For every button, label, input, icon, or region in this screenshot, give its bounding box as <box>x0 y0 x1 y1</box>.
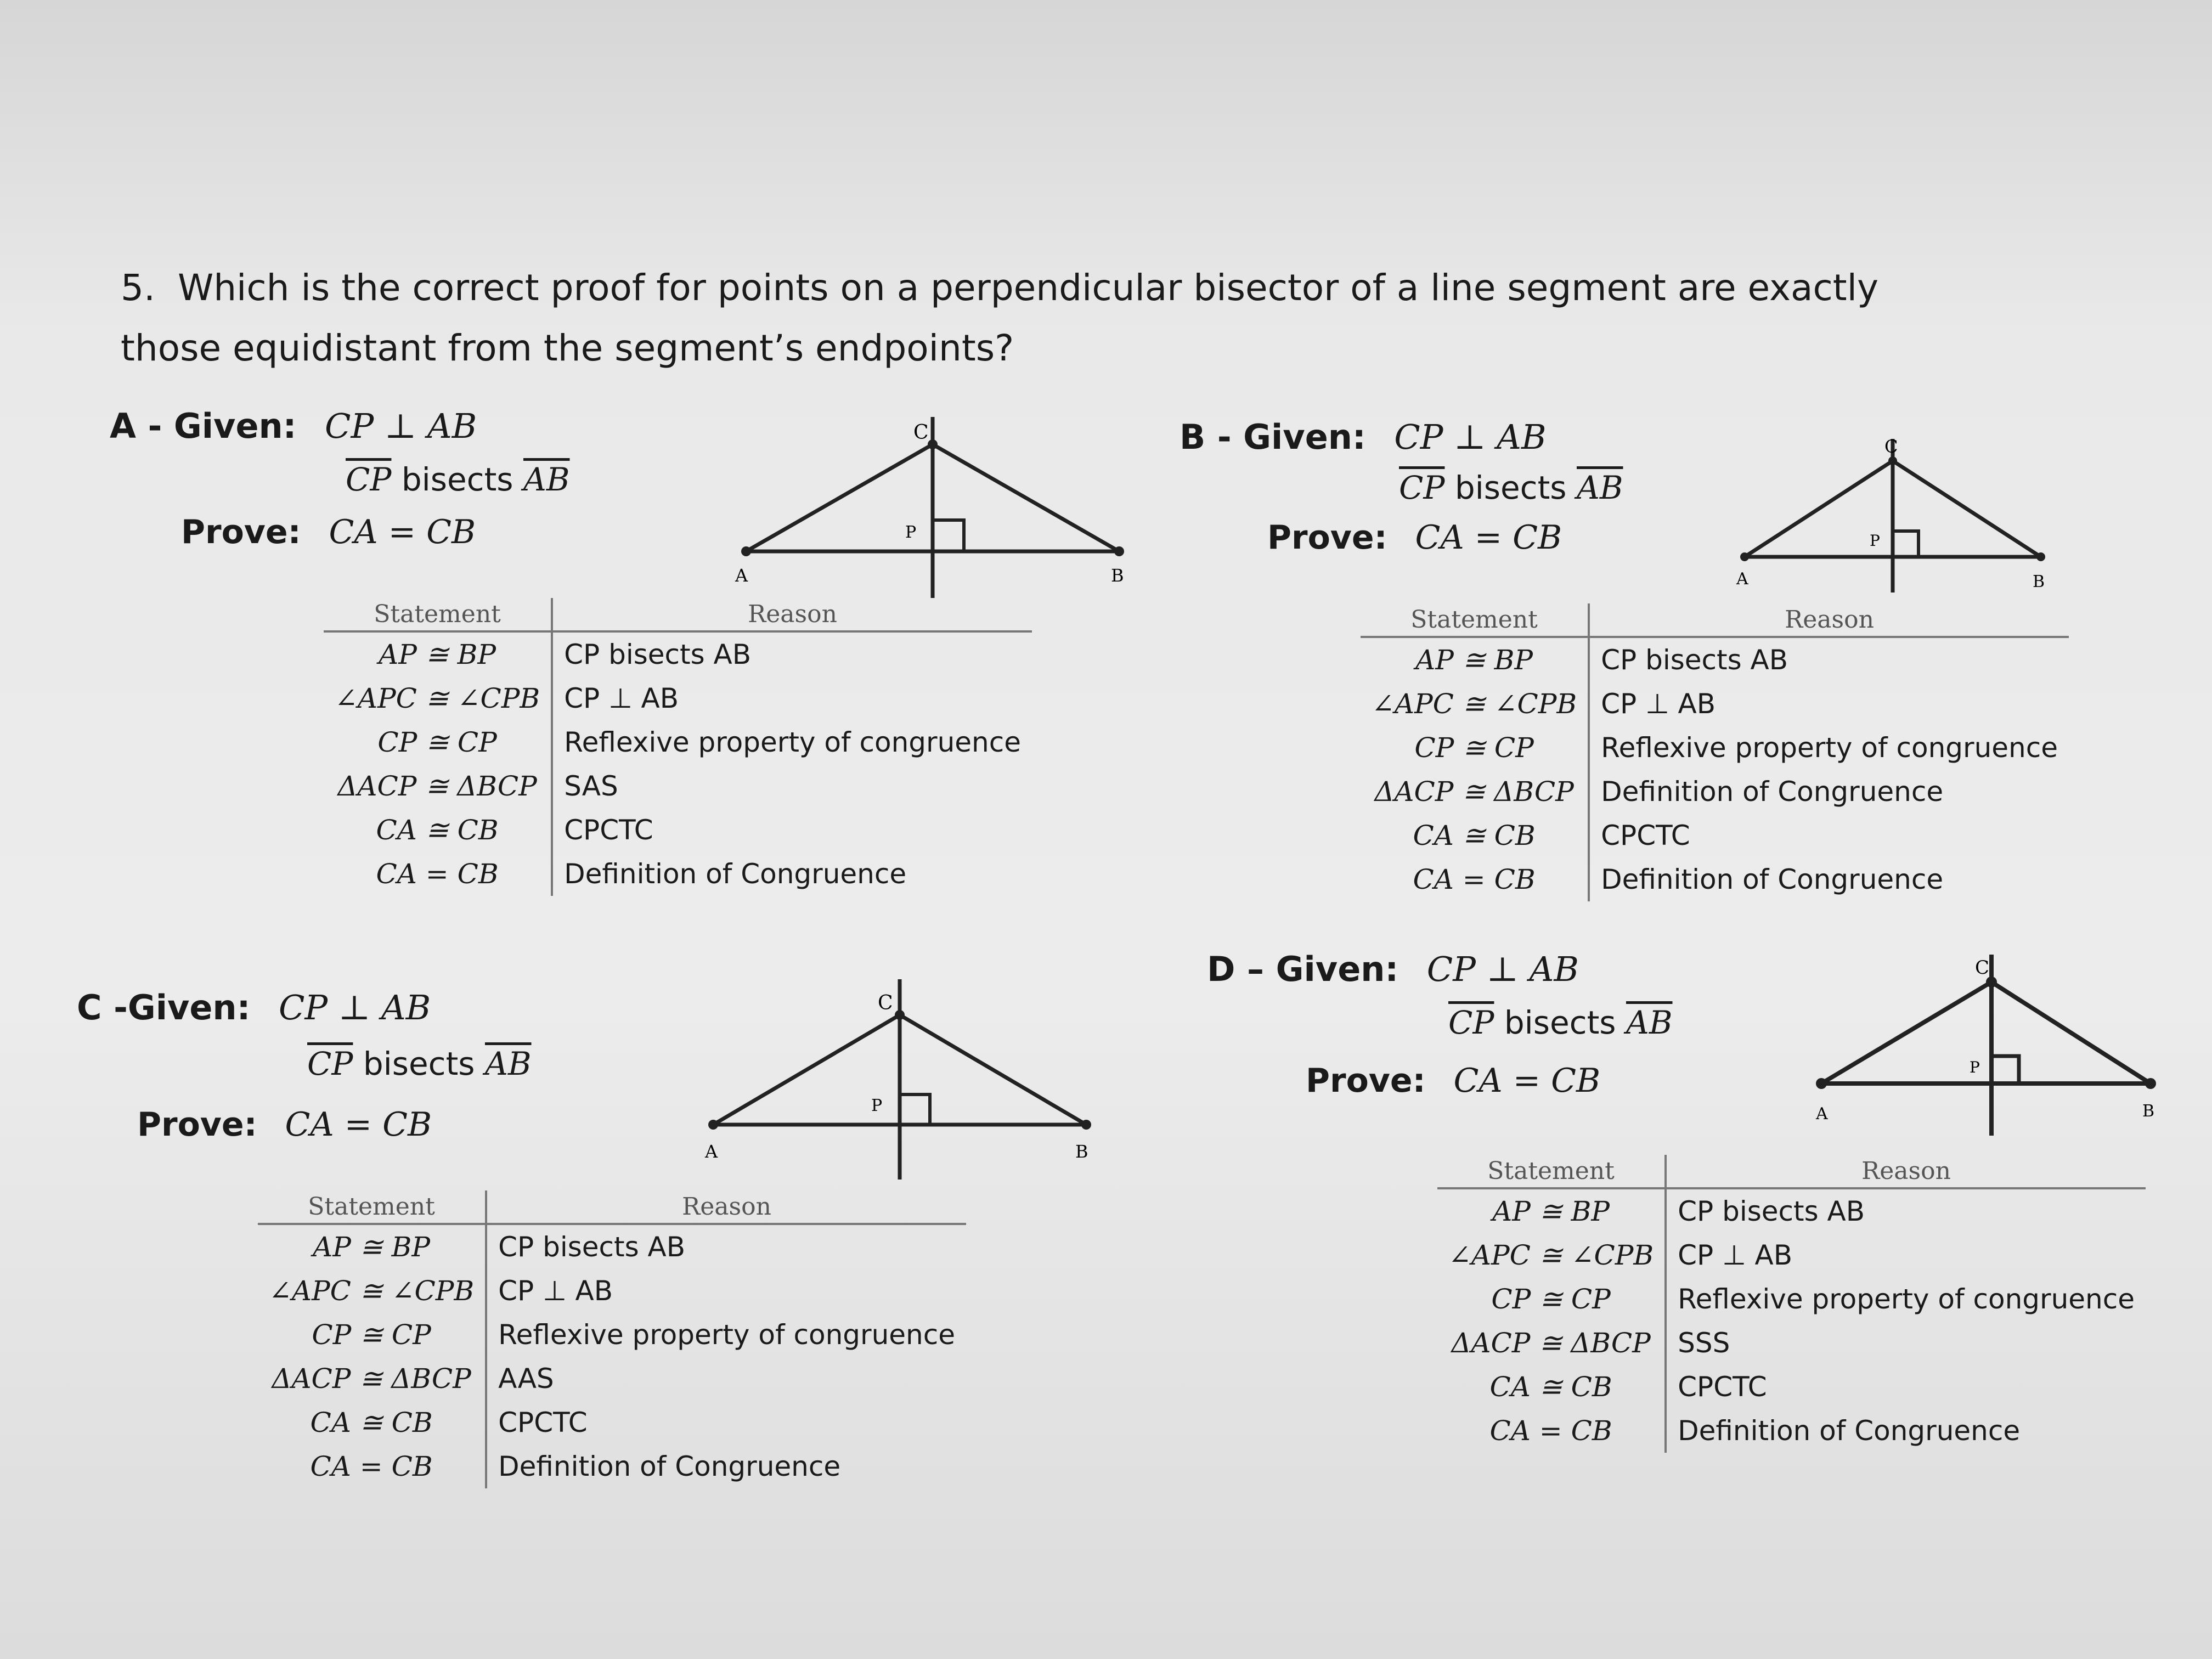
reason-cell: CP ⊥ AB <box>552 676 1032 720</box>
proof-row <box>1437 1365 2146 1409</box>
option-label: D – Given: <box>1207 949 1399 989</box>
option-a <box>110 406 1124 933</box>
bisects-word: bisects <box>1454 469 1567 506</box>
proof-table <box>324 598 1032 896</box>
proof-row <box>324 676 1032 720</box>
prove-statement: CA = CB <box>1453 1062 1601 1100</box>
proof-row <box>258 1224 966 1269</box>
reason-header: Reason <box>1666 1155 2146 1188</box>
vertex-p-label: P <box>1970 1058 1980 1076</box>
prove-statement: CA = CB <box>1415 518 1562 557</box>
vertex-a-label: A <box>705 1141 718 1162</box>
given-statement: CP ⊥ AB <box>1394 417 1547 457</box>
statement-cell: ΔACP ≅ ΔBCP <box>272 1363 471 1395</box>
reason-cell: Reflexive property of congruence <box>552 720 1032 764</box>
reason-cell: CPCTC <box>1666 1365 2146 1409</box>
statement-cell: ∠APC ≅ ∠CPB <box>1372 688 1577 720</box>
vertex-p-label: P <box>905 523 917 542</box>
option-label: B - Given: <box>1180 417 1366 457</box>
reason-cell: Reflexive property of congruence <box>1589 726 2069 770</box>
statement-cell: CA = CB <box>376 858 499 890</box>
reason-cell: CP ⊥ AB <box>486 1269 966 1313</box>
statement-cell: ΔACP ≅ ΔBCP <box>1451 1327 1651 1359</box>
vertex-a-label: A <box>1816 1104 1828 1124</box>
given-bisects-line <box>1448 1004 1672 1041</box>
statement-cell: ΔACP ≅ ΔBCP <box>337 770 537 802</box>
given-statement: CP ⊥ AB <box>1426 949 1579 989</box>
prove-line <box>181 513 476 551</box>
statement-cell: CP ≅ CP <box>1414 732 1534 764</box>
vertex-c-label: C <box>1975 957 1990 979</box>
segment-ab: $\overline{AB}$ <box>1576 469 1623 506</box>
option-d <box>1207 944 2194 1547</box>
prove-line <box>1267 518 1562 557</box>
reason-header: Reason <box>1589 603 2069 637</box>
question-number: 5. <box>121 267 155 309</box>
statement-cell: CA ≅ CB <box>310 1407 433 1438</box>
reason-cell: Reflexive property of congruence <box>1666 1277 2146 1321</box>
given-bisects-line <box>307 1045 531 1082</box>
reason-cell: CP ⊥ AB <box>1589 682 2069 726</box>
proof-row <box>1437 1321 2146 1365</box>
segment-ab: $\overline{AB}$ <box>484 1045 532 1082</box>
statement-cell: CP ≅ CP <box>377 726 497 758</box>
proof-row <box>1361 637 2069 682</box>
reason-cell: CPCTC <box>1589 814 2069 857</box>
triangle-diagram <box>724 406 1141 603</box>
prove-label: Prove: <box>1306 1062 1426 1100</box>
vertex-c-label: C <box>913 421 929 444</box>
reason-header: Reason <box>552 598 1032 631</box>
reason-cell: Definition of Congruence <box>1666 1409 2146 1453</box>
triangle-diagram <box>697 977 1103 1185</box>
segment-ab: $\overline{AB}$ <box>1626 1004 1673 1041</box>
given-line <box>1180 417 1547 457</box>
proof-row <box>324 631 1032 676</box>
proof-row <box>258 1313 966 1357</box>
statement-cell: CA ≅ CB <box>1413 820 1536 851</box>
bisects-word: bisects <box>363 1045 475 1082</box>
proof-row <box>1361 682 2069 726</box>
option-label: A - Given: <box>110 406 297 446</box>
statement-cell: AP ≅ BP <box>1415 644 1533 676</box>
vertex-c-label: C <box>1884 436 1898 457</box>
proof-row <box>324 808 1032 852</box>
statement-cell: AP ≅ BP <box>1492 1195 1610 1227</box>
statement-cell: AP ≅ BP <box>379 639 496 670</box>
proof-row <box>1437 1188 2146 1233</box>
given-bisects-line <box>346 461 569 498</box>
prove-label: Prove: <box>1267 518 1387 557</box>
reason-cell: CPCTC <box>552 808 1032 852</box>
given-statement: CP ⊥ AB <box>325 406 477 446</box>
proof-row <box>324 852 1032 896</box>
reason-cell: Definition of Congruence <box>486 1444 966 1488</box>
question-prompt <box>121 258 1986 379</box>
reason-header: Reason <box>486 1190 966 1224</box>
proof-row <box>1361 726 2069 770</box>
bisects-word: bisects <box>1504 1004 1616 1041</box>
prove-line <box>137 1105 432 1144</box>
vertex-b-label: B <box>1075 1141 1088 1162</box>
vertex-p-label: P <box>871 1096 883 1115</box>
prove-label: Prove: <box>137 1105 257 1144</box>
statement-cell: CA = CB <box>1413 864 1536 895</box>
reason-cell: CP bisects AB <box>1666 1188 2146 1233</box>
segment-ab: $\overline{AB}$ <box>523 461 570 498</box>
proof-row <box>1361 857 2069 901</box>
proof-table <box>258 1190 966 1488</box>
vertex-c-label: C <box>878 992 893 1014</box>
prove-statement: CA = CB <box>329 513 476 551</box>
reason-cell: SSS <box>1666 1321 2146 1365</box>
reason-cell: Definition of Congruence <box>1589 857 2069 901</box>
statement-cell: CA ≅ CB <box>376 814 499 846</box>
reason-cell: SAS <box>552 764 1032 808</box>
reason-cell: CPCTC <box>486 1401 966 1444</box>
statement-header: Statement <box>258 1190 486 1224</box>
proof-row <box>1437 1233 2146 1277</box>
vertex-b-label: B <box>2033 572 2045 591</box>
statement-cell: ∠APC ≅ ∠CPB <box>269 1275 475 1307</box>
triangle-diagram <box>1810 944 2162 1141</box>
proof-row <box>1437 1277 2146 1321</box>
vertex-a-label: A <box>1736 569 1748 589</box>
reason-cell: CP ⊥ AB <box>1666 1233 2146 1277</box>
segment-cp: $\overline{CP}$ <box>307 1045 353 1082</box>
prove-statement: CA = CB <box>285 1105 432 1144</box>
given-statement: CP ⊥ AB <box>278 988 431 1028</box>
proof-row <box>1361 770 2069 814</box>
proof-row <box>258 1357 966 1401</box>
vertex-b-label: B <box>1111 565 1124 586</box>
triangle-diagram <box>1728 428 2057 603</box>
statement-header: Statement <box>1437 1155 1666 1188</box>
statement-cell: ∠APC ≅ ∠CPB <box>335 682 540 714</box>
statement-cell: AP ≅ BP <box>313 1231 430 1263</box>
option-label: C -Given: <box>77 988 251 1028</box>
reason-cell: CP bisects AB <box>1589 637 2069 682</box>
reason-cell: AAS <box>486 1357 966 1401</box>
given-bisects-line <box>1399 469 1623 506</box>
statement-header: Statement <box>324 598 552 631</box>
statement-cell: CA = CB <box>310 1451 433 1482</box>
reason-cell: CP bisects AB <box>552 631 1032 676</box>
statement-header: Statement <box>1361 603 1589 637</box>
segment-cp: $\overline{CP}$ <box>1448 1004 1494 1041</box>
vertex-a-label: A <box>735 565 748 586</box>
statement-cell: CP ≅ CP <box>1491 1283 1611 1315</box>
statement-cell: ΔACP ≅ ΔBCP <box>1374 776 1574 808</box>
vertex-b-label: B <box>2142 1102 2155 1121</box>
question-text: Which is the correct proof for points on a perpendicular bisector of a line segment are exactly those equidistant from the segment’s endpoints? <box>121 267 1879 369</box>
given-line <box>77 988 431 1028</box>
proof-row <box>324 720 1032 764</box>
reason-cell: CP bisects AB <box>486 1224 966 1269</box>
reason-cell: Definition of Congruence <box>1589 770 2069 814</box>
prove-label: Prove: <box>181 513 301 551</box>
statement-cell: CA ≅ CB <box>1489 1371 1612 1403</box>
proof-row <box>258 1401 966 1444</box>
proof-row <box>1361 814 2069 857</box>
option-c <box>77 977 1119 1580</box>
reason-cell: Reflexive property of congruence <box>486 1313 966 1357</box>
option-b <box>1180 417 2140 911</box>
segment-cp: $\overline{CP}$ <box>1399 469 1445 506</box>
proof-table <box>1361 603 2069 901</box>
proof-row <box>258 1444 966 1488</box>
statement-cell: CA = CB <box>1489 1415 1612 1447</box>
statement-cell: CP ≅ CP <box>312 1319 431 1351</box>
segment-cp: $\overline{CP}$ <box>346 461 392 498</box>
proof-row <box>258 1269 966 1313</box>
statement-cell: ∠APC ≅ ∠CPB <box>1448 1239 1654 1271</box>
proof-row <box>324 764 1032 808</box>
reason-cell: Definition of Congruence <box>552 852 1032 896</box>
given-line <box>1207 949 1579 989</box>
proof-table <box>1437 1155 2146 1453</box>
given-line <box>110 406 477 446</box>
proof-row <box>1437 1409 2146 1453</box>
vertex-p-label: P <box>1870 532 1880 550</box>
prove-line <box>1306 1062 1600 1100</box>
bisects-word: bisects <box>401 461 514 498</box>
